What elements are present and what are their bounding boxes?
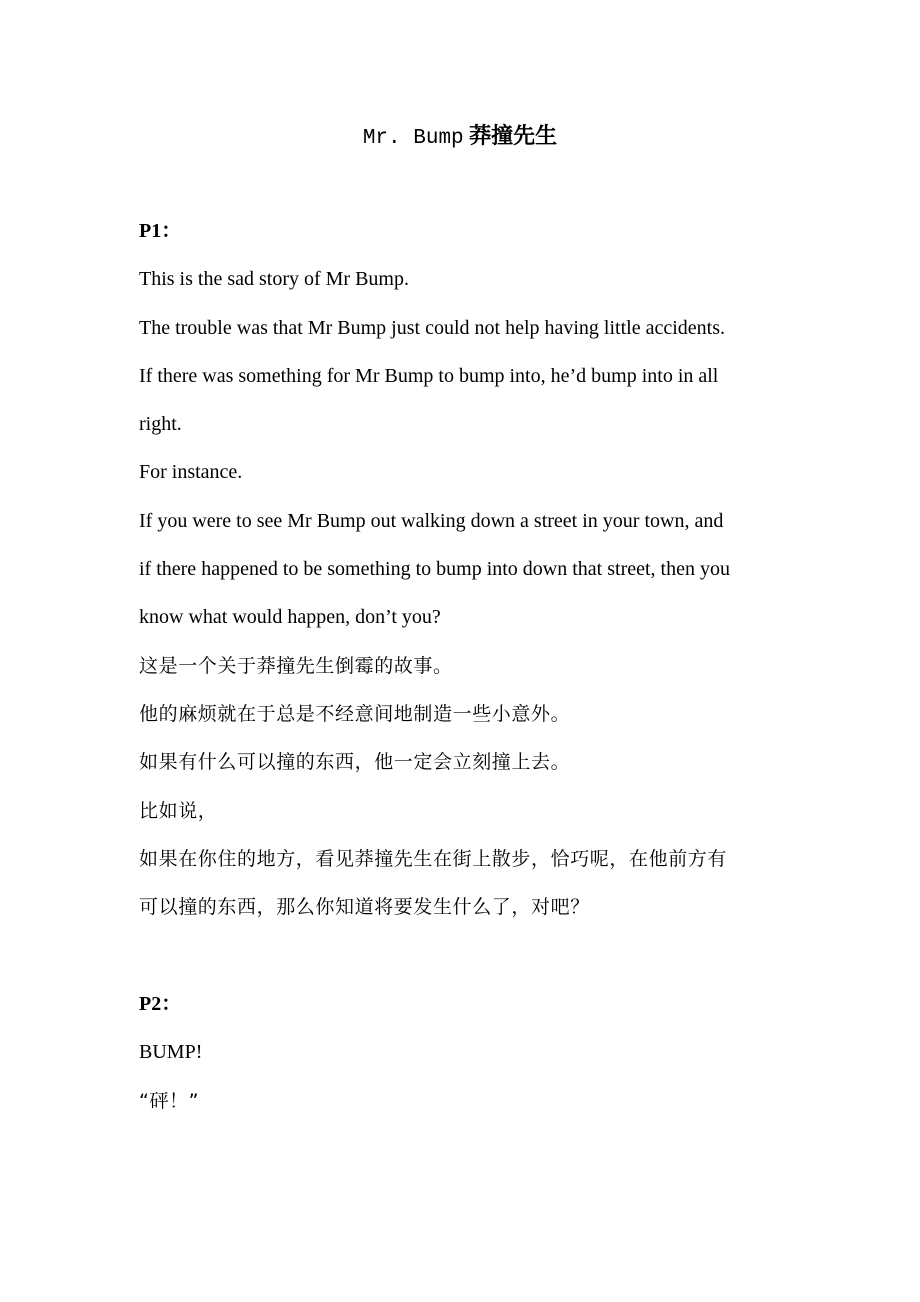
paragraph-line-chinese: 比如说， [139,799,218,822]
paragraph-line-chinese: 如果有什么可以撞的东西，他一定会立刻撞上去。 [139,751,571,774]
title-chinese: 莽撞先生 [469,124,558,149]
paragraph-line: The trouble was that Mr Bump just could not help having little accidents. [139,316,725,339]
section-p2 [139,980,789,1125]
paragraph-line: If there was something for Mr Bump to bump into, he’d bump into in all [139,364,719,387]
paragraph-line: BUMP! [139,1041,203,1064]
paragraph-line-chinese: 这是一个关于莽撞先生倒霉的故事。 [139,654,453,677]
paragraph-line: If you were to see Mr Bump out walking down a street in your town, and [139,509,724,532]
section-p1 [139,207,789,931]
document-title [0,118,920,157]
paragraph-line: This is the sad story of Mr Bump. [139,268,409,291]
paragraph-line-chinese: 如果在你住的地方，看见莽撞先生在街上散步，恰巧呢，在他前方有 [139,847,728,870]
paragraph-line-chinese: 可以撞的东西，那么你知道将要发生什么了，对吧？ [139,896,590,919]
section-label: P2： [139,993,182,1015]
paragraph-line-chinese: “砰！” [139,1089,200,1112]
paragraph-line: right. [139,413,182,436]
paragraph-line: if there happened to be something to bump into down that street, then you [139,558,730,581]
paragraph-line: know what would happen, don’t you? [139,606,441,629]
title-english: Mr. Bump [362,127,464,150]
paragraph-line: For instance. [139,461,243,484]
paragraph-line-chinese: 他的麻烦就在于总是不经意间地制造一些小意外。 [139,702,571,725]
section-label: P1： [139,220,182,242]
